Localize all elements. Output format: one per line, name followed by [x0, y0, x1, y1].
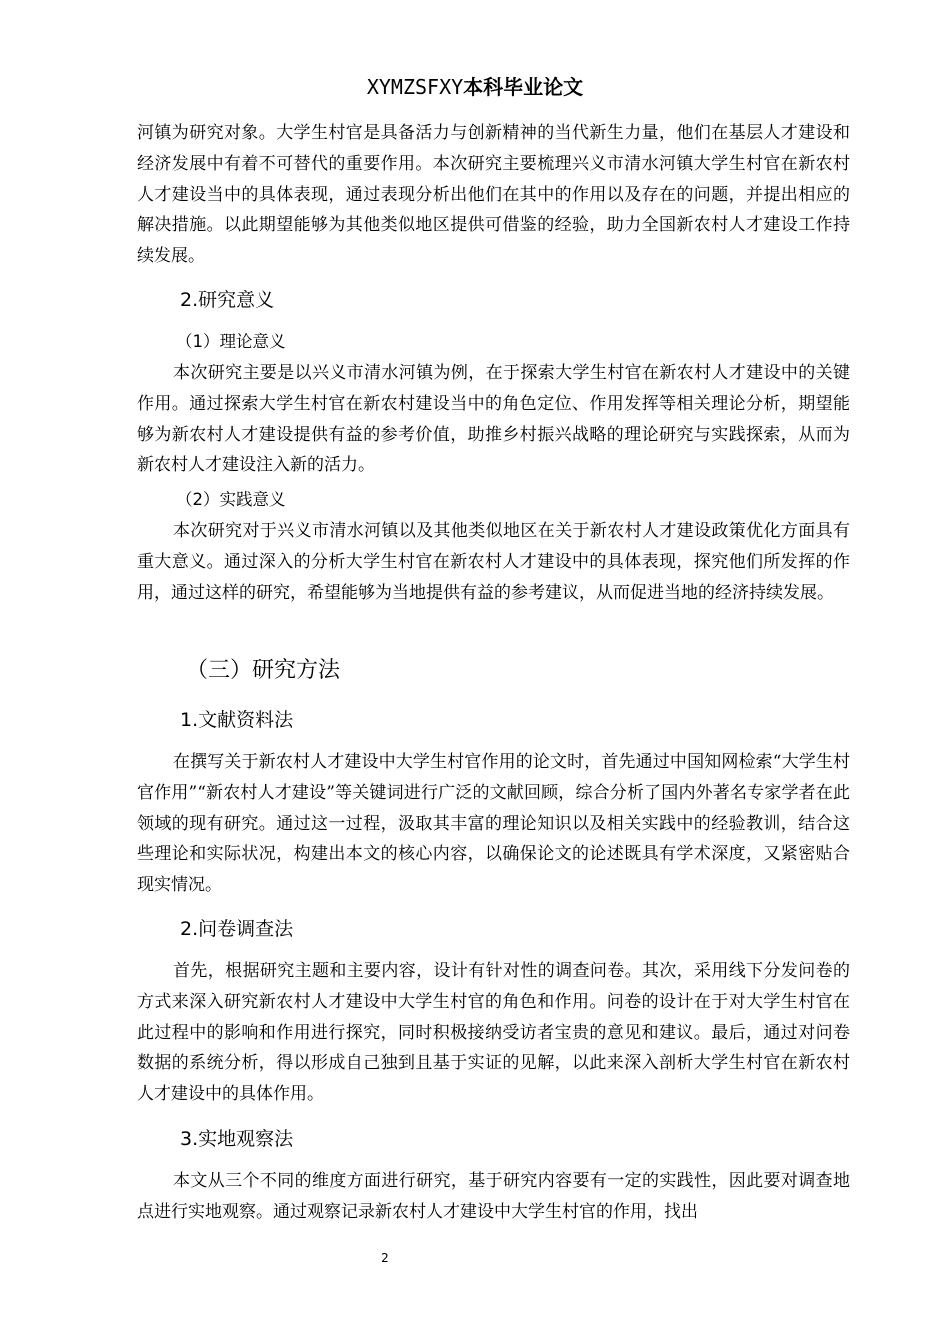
- section-heading-research-significance: 2.研究意义: [180, 289, 275, 311]
- literature-method-paragraph: 在撰写关于新农村人才建设中大学生村官作用的论文时，首先通过中国知网检索“大学生村官作用”“新农村人才建设”等关键词进行广泛的文献回顾，综合分析了国内外著名专家学者在此领域的现有研究。通过这一过程，汲取其丰富的理论知识以及相关实践中的经验教训，结合这些理论和实际状况，构建出本文的核心内容，以确保论文的论述既具有学术深度，又紧密贴合现实情况。: [137, 752, 850, 896]
- section-heading-literature-method: 1.文献资料法: [180, 709, 294, 731]
- field-observation-method-paragraph: 本文从三个不同的维度方面进行研究，基于研究内容要有一定的实践性，因此要对调查地点进行实地观察。通过观察记录新农村人才建设中大学生村官的作用，找出: [137, 1171, 850, 1222]
- theoretical-significance-paragraph: 本次研究主要是以兴义市清水河镇为例，在于探索大学生村官在新农村人才建设中的关键作用。通过探索大学生村官在新农村建设当中的角色定位、作用发挥等相关理论分析，期望能够为新农村人才建设提供有益的参考价值，助推乡村振兴战略的理论研究与实践探索，从而为新农村人才建设注入新的活力。: [137, 363, 850, 476]
- section-heading-questionnaire-method: 2.问卷调查法: [180, 918, 294, 940]
- section-heading-field-observation-method: 3.实地观察法: [180, 1128, 294, 1150]
- intro-paragraph: 河镇为研究对象。大学生村官是具备活力与创新精神的当代新生力量，他们在基层人才建设和经济发展中有着不可替代的重要作用。本次研究主要梳理兴义市清水河镇大学生村官在新农村人才建设当中的具体表现，通过表现分析出他们在其中的作用以及存在的问题，并提出相应的解决措施。以此期望能够为其他类似地区提供可借鉴的经验，助力全国新农村人才建设工作持续发展。: [137, 123, 850, 267]
- page-number: 2: [381, 1251, 389, 1265]
- header-title: 本科毕业论文: [463, 75, 584, 99]
- questionnaire-method-paragraph: 首先，根据研究主题和主要内容，设计有针对性的调查问卷。其次，采用线下分发问卷的方式来深入研究新农村人才建设中大学生村官的角色和作用。问卷的设计在于对大学生村官在此过程中的影响和作用进行探究，同时积极接纳受访者宝贵的意见和建议。最后，通过对问卷数据的系统分析，得以形成自己独到且基于实证的见解，以此来深入剖析大学生村官在新农村人才建设中的具体作用。: [137, 961, 850, 1105]
- page-header: [0, 74, 950, 100]
- subheading-theoretical-significance: （1）理论意义: [176, 332, 286, 351]
- header-code: XYMZSFXY: [366, 75, 464, 99]
- chapter-heading-research-methods: （三）研究方法: [186, 658, 341, 683]
- practical-significance-paragraph: 本次研究对于兴义市清水河镇以及其他类似地区在关于新农村人才建设政策优化方面具有重大意义。通过深入的分析大学生村官在新农村人才建设中的具体表现，探究他们所发挥的作用，通过这样的研究，希望能够为当地提供有益的参考建议，从而促进当地的经济持续发展。: [137, 521, 850, 603]
- subheading-practical-significance: （2）实践意义: [176, 490, 286, 509]
